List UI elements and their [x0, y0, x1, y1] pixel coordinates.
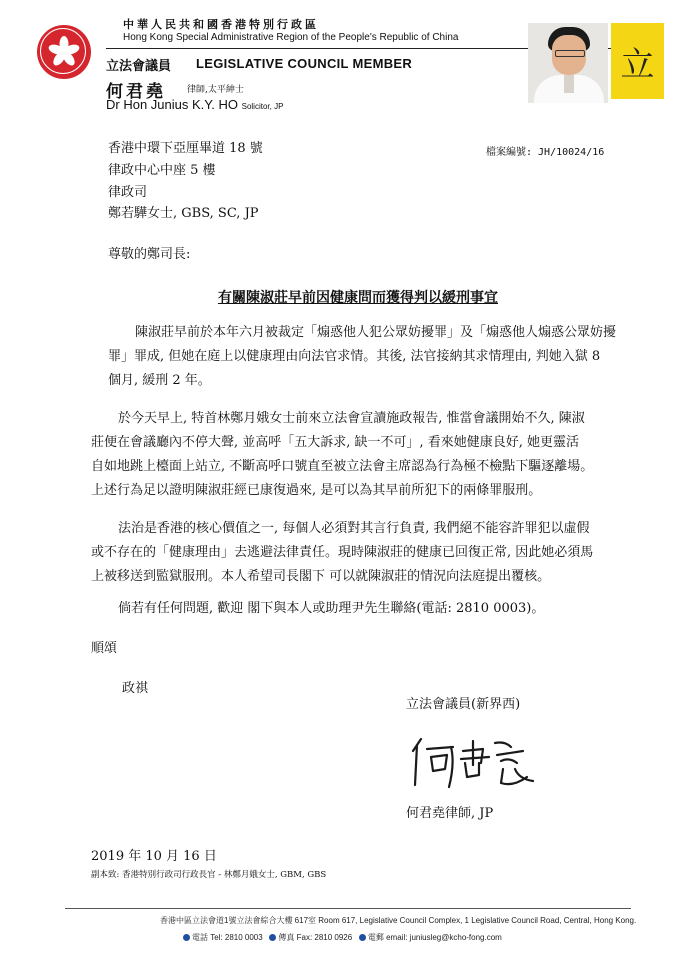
- reference-number: 檔案編號: JH/10024/16: [486, 147, 605, 158]
- body-paragraph2-line3: 自如地跳上檯面上站立, 不斷高呼口號直至被立法會主席認為行為極不檢點下驅逐離場。: [91, 459, 594, 474]
- footer-address-zh: 香港中區立法會道1號立法會綜合大樓 617室: [160, 916, 317, 925]
- recipient-name: 鄭若驊女士, GBS, SC, JP: [108, 206, 259, 221]
- party-logo: [611, 23, 664, 99]
- phone-icon: [183, 934, 190, 941]
- body-paragraph3-line3: 上被移送到監獄服刑。本人希望司長閣下 可以就陳淑莊的情況向法庭提出覆核。: [91, 569, 551, 584]
- government-name-zh: 中華人民共和國香港特別行政區: [123, 18, 319, 31]
- salutation: 尊敬的鄭司長:: [108, 247, 191, 262]
- body-paragraph2-line2: 莊便在會議廳內不停大聲, 並高呼「五大訴求, 缺一不可」, 看來她健康良好, 她更靈活: [91, 435, 580, 450]
- member-name-en: [106, 97, 283, 112]
- member-title-zh: 立法會議員: [106, 59, 172, 74]
- body-paragraph2-line1: 於今天早上, 特首林鄭月娥女士前來立法會宣讀施政報告, 惟當會議開始不久, 陳淑: [118, 411, 585, 426]
- party-logo-char: 立: [620, 45, 655, 85]
- member-photo: [528, 23, 608, 103]
- body-paragraph3-line2: 或不存在的「健康理由」去逃避法律責任。現時陳淑莊的健康已回復正常, 因此她必須馬: [91, 545, 594, 560]
- body-paragraph1-line3: 個月, 緩刑 2 年。: [108, 373, 211, 388]
- fax-icon: [269, 934, 276, 941]
- footer-contact: [183, 932, 502, 943]
- member-name-zh: 何君堯: [106, 82, 166, 102]
- signature-name: 何君堯律師, JP: [406, 806, 494, 821]
- signature-title: 立法會議員(新界西): [406, 697, 521, 712]
- closing-line1: 順頌: [91, 641, 118, 656]
- closing-line2: 政祺: [122, 681, 149, 696]
- footer-email: 電郵 email: juniusleg@kcho-fong.com: [367, 933, 502, 942]
- government-name-en: Hong Kong Special Administrative Region of the People's Republic of China: [123, 32, 459, 43]
- member-name-en-suffix: Solicitor, JP: [241, 102, 284, 111]
- cc-line: 副本致: 香港特別行政司行政長官 - 林鄭月娥女士, GBM, GBS: [91, 870, 327, 880]
- letter-subject: 有關陳淑莊早前因健康問而獲得判以緩刑事宜: [218, 290, 498, 306]
- recipient-address-line1: 香港中環下亞厘畢道 18 號: [108, 141, 263, 156]
- footer-address: [160, 915, 636, 926]
- hksar-emblem-icon: [37, 25, 91, 79]
- body-paragraph1-line2: 罪」罪成, 但她在庭上以健康理由向法官求情。其後, 法官接納其求情理由, 判她入獄 8: [108, 349, 601, 364]
- letter-date: 2019 年 10 月 16 日: [91, 849, 217, 864]
- member-name-en-text: Dr Hon Junius K.Y. HO: [106, 97, 238, 112]
- footer-tel: 電話 Tel: 2810 0003: [192, 933, 263, 942]
- footer-fax: 傳真 Fax: 2810 0926: [278, 933, 353, 942]
- member-title-en: LEGISLATIVE COUNCIL MEMBER: [196, 56, 413, 71]
- body-paragraph4-line1: 倘若有任何問題, 歡迎 閣下與本人或助理尹先生聯絡(電話: 2810 0003)。: [118, 601, 545, 616]
- body-paragraph2-line4: 上述行為足以證明陳淑莊經已康復過來, 是可以為其早前所犯下的兩條罪服刑。: [91, 483, 542, 498]
- footer-divider: [65, 908, 631, 909]
- recipient-address-line2: 律政中心中座 5 樓: [108, 163, 216, 178]
- email-icon: [359, 934, 366, 941]
- footer-address-en: Room 617, Legislative Council Complex, 1 Legislative Council Road, Central, Hong Kong.: [318, 916, 637, 925]
- handwritten-signature: [405, 733, 545, 793]
- recipient-address-line3: 律政司: [108, 185, 148, 200]
- member-name-suffix: 律師,太平紳士: [187, 85, 244, 95]
- body-paragraph1-line1: 陳淑莊早前於本年六月被裁定「煽惑他人犯公眾妨擾罪」及「煽惑他人煽惑公眾妨擾: [135, 325, 617, 340]
- body-paragraph3-line1: 法治是香港的核心價值之一, 每個人必須對其言行負責, 我們絕不能容許罪犯以虛假: [118, 521, 590, 536]
